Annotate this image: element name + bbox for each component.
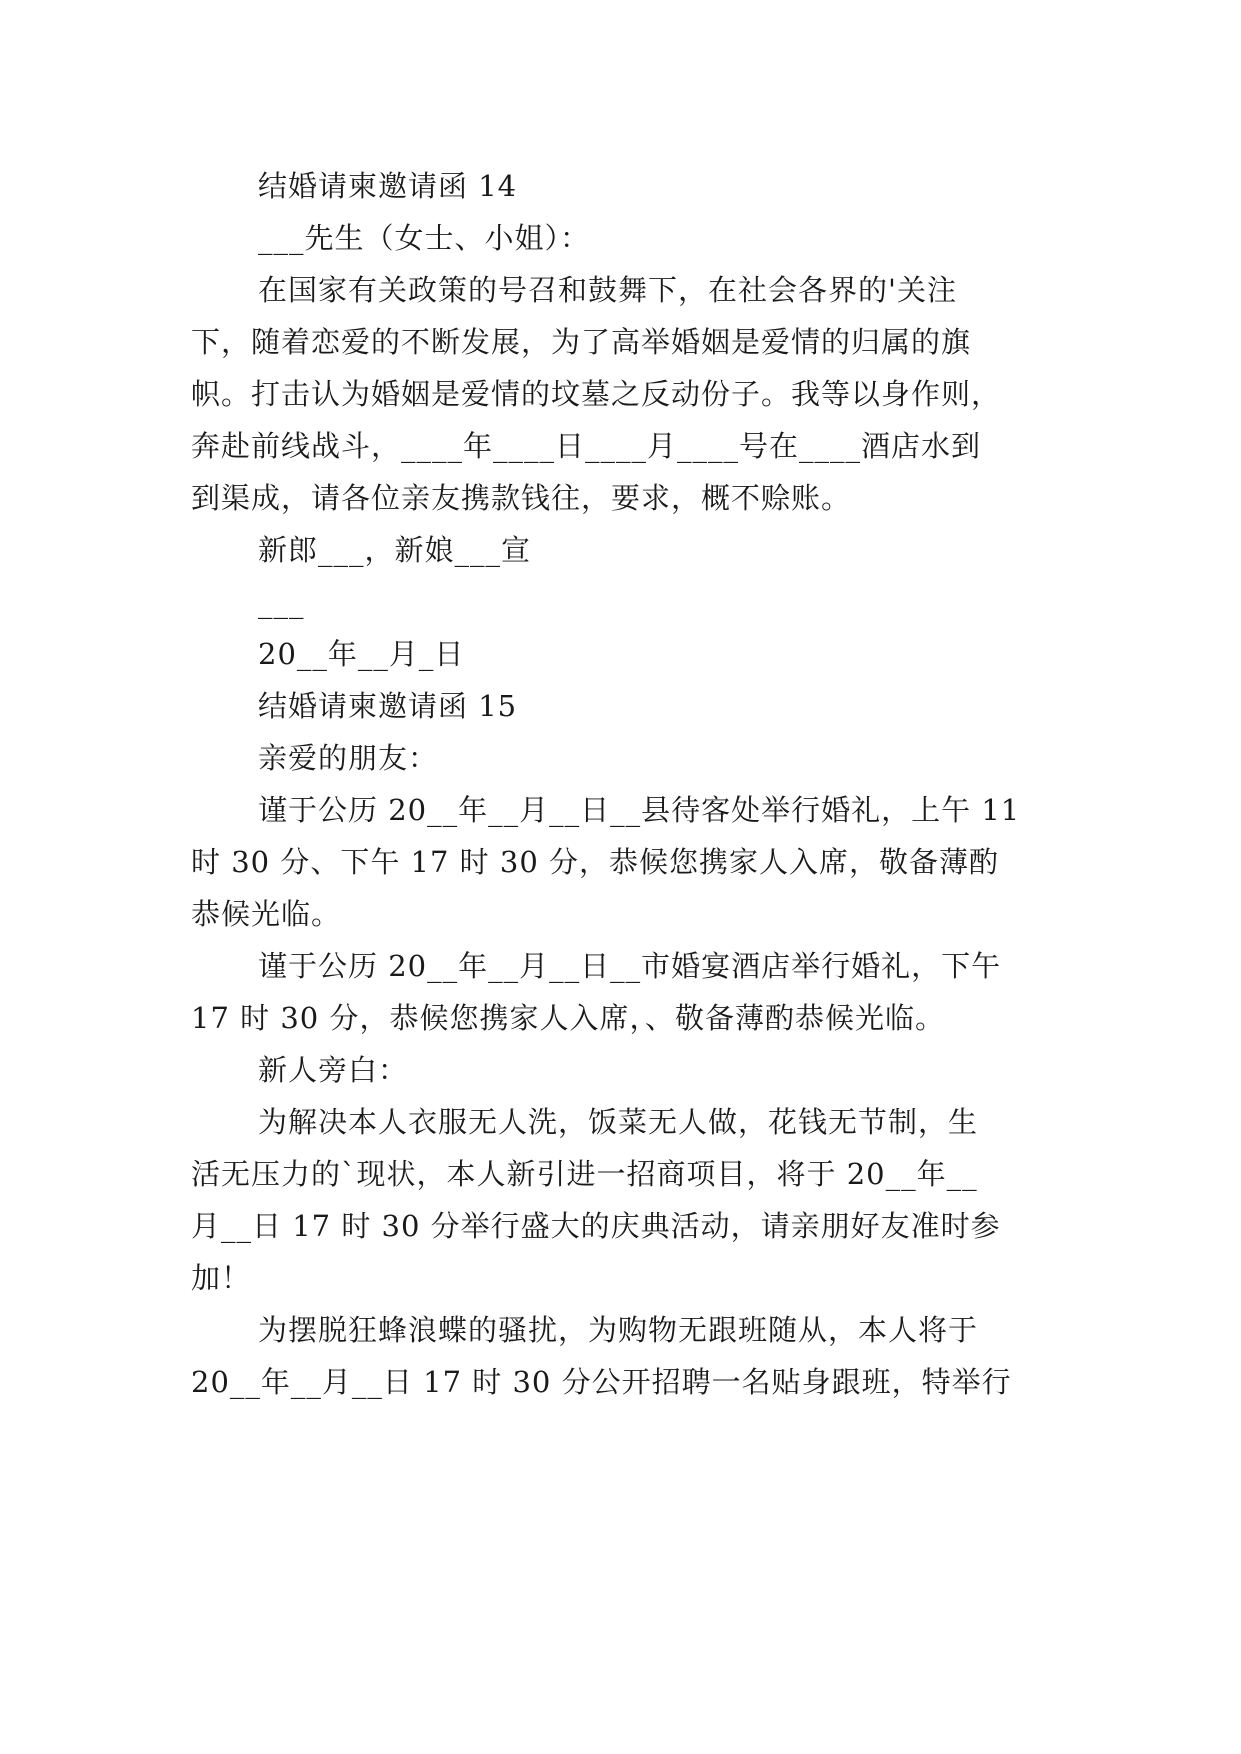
blank-line: ___ <box>258 585 305 619</box>
paragraph-line: 帜。打击认为婚姻是爱情的坟墓之反动份子。我等以身作则， <box>191 377 1002 411</box>
paragraph-line: 为摆脱狂蜂浪蝶的骚扰，为购物无跟班随从，本人将于 <box>258 1313 979 1347</box>
paragraph-line: 到渠成，请各位亲友携款钱往，要求，概不赊账。 <box>191 481 852 515</box>
paragraph-line: 在国家有关政策的号召和鼓舞下，在社会各界的'关注 <box>258 273 957 307</box>
paragraph-line: 时 30 分、下午 17 时 30 分，恭候您携家人入席，敬备薄酌 <box>191 845 1000 879</box>
paragraph-line: 奔赴前线战斗，____年____日____月____号在____酒店水到 <box>191 429 982 463</box>
paragraph-line: 下，随着恋爱的不断发展，为了高举婚姻是爱情的归属的旗 <box>191 325 972 359</box>
salutation-line: 亲爱的朋友： <box>258 741 439 775</box>
heading-invitation-14: 结婚请柬邀请函 14 <box>258 169 518 203</box>
salutation-line: ___先生（女士、小姐）： <box>258 221 591 255</box>
subheading-line: 新人旁白： <box>258 1053 409 1087</box>
signature-line: 新郎___，新娘___宣 <box>258 533 532 567</box>
paragraph-line: 谨于公历 20__年__月__日__县待客处举行婚礼，上午 11 <box>258 793 1021 827</box>
heading-invitation-15: 结婚请柬邀请函 15 <box>258 689 518 723</box>
paragraph-line: 加！ <box>191 1261 252 1295</box>
paragraph-line: 20__年__月__日 17 时 30 分公开招聘一名贴身跟班，特举行 <box>191 1365 1012 1399</box>
paragraph-line: 17 时 30 分，恭候您携家人入席，、敬备薄酌恭候光临。 <box>191 1001 945 1035</box>
date-line: 20__年__月_日 <box>258 637 465 671</box>
paragraph-line: 恭候光临。 <box>191 897 342 931</box>
paragraph-line: 活无压力的`现状，本人新引进一招商项目，将于 20__年__ <box>191 1157 978 1191</box>
paragraph-line: 为解决本人衣服无人洗，饭菜无人做，花钱无节制，生 <box>258 1105 979 1139</box>
paragraph-line: 谨于公历 20__年__月__日__市婚宴酒店举行婚礼，下午 <box>258 949 1002 983</box>
paragraph-line: 月__日 17 时 30 分举行盛大的庆典活动，请亲朋好友准时参 <box>191 1209 1001 1243</box>
